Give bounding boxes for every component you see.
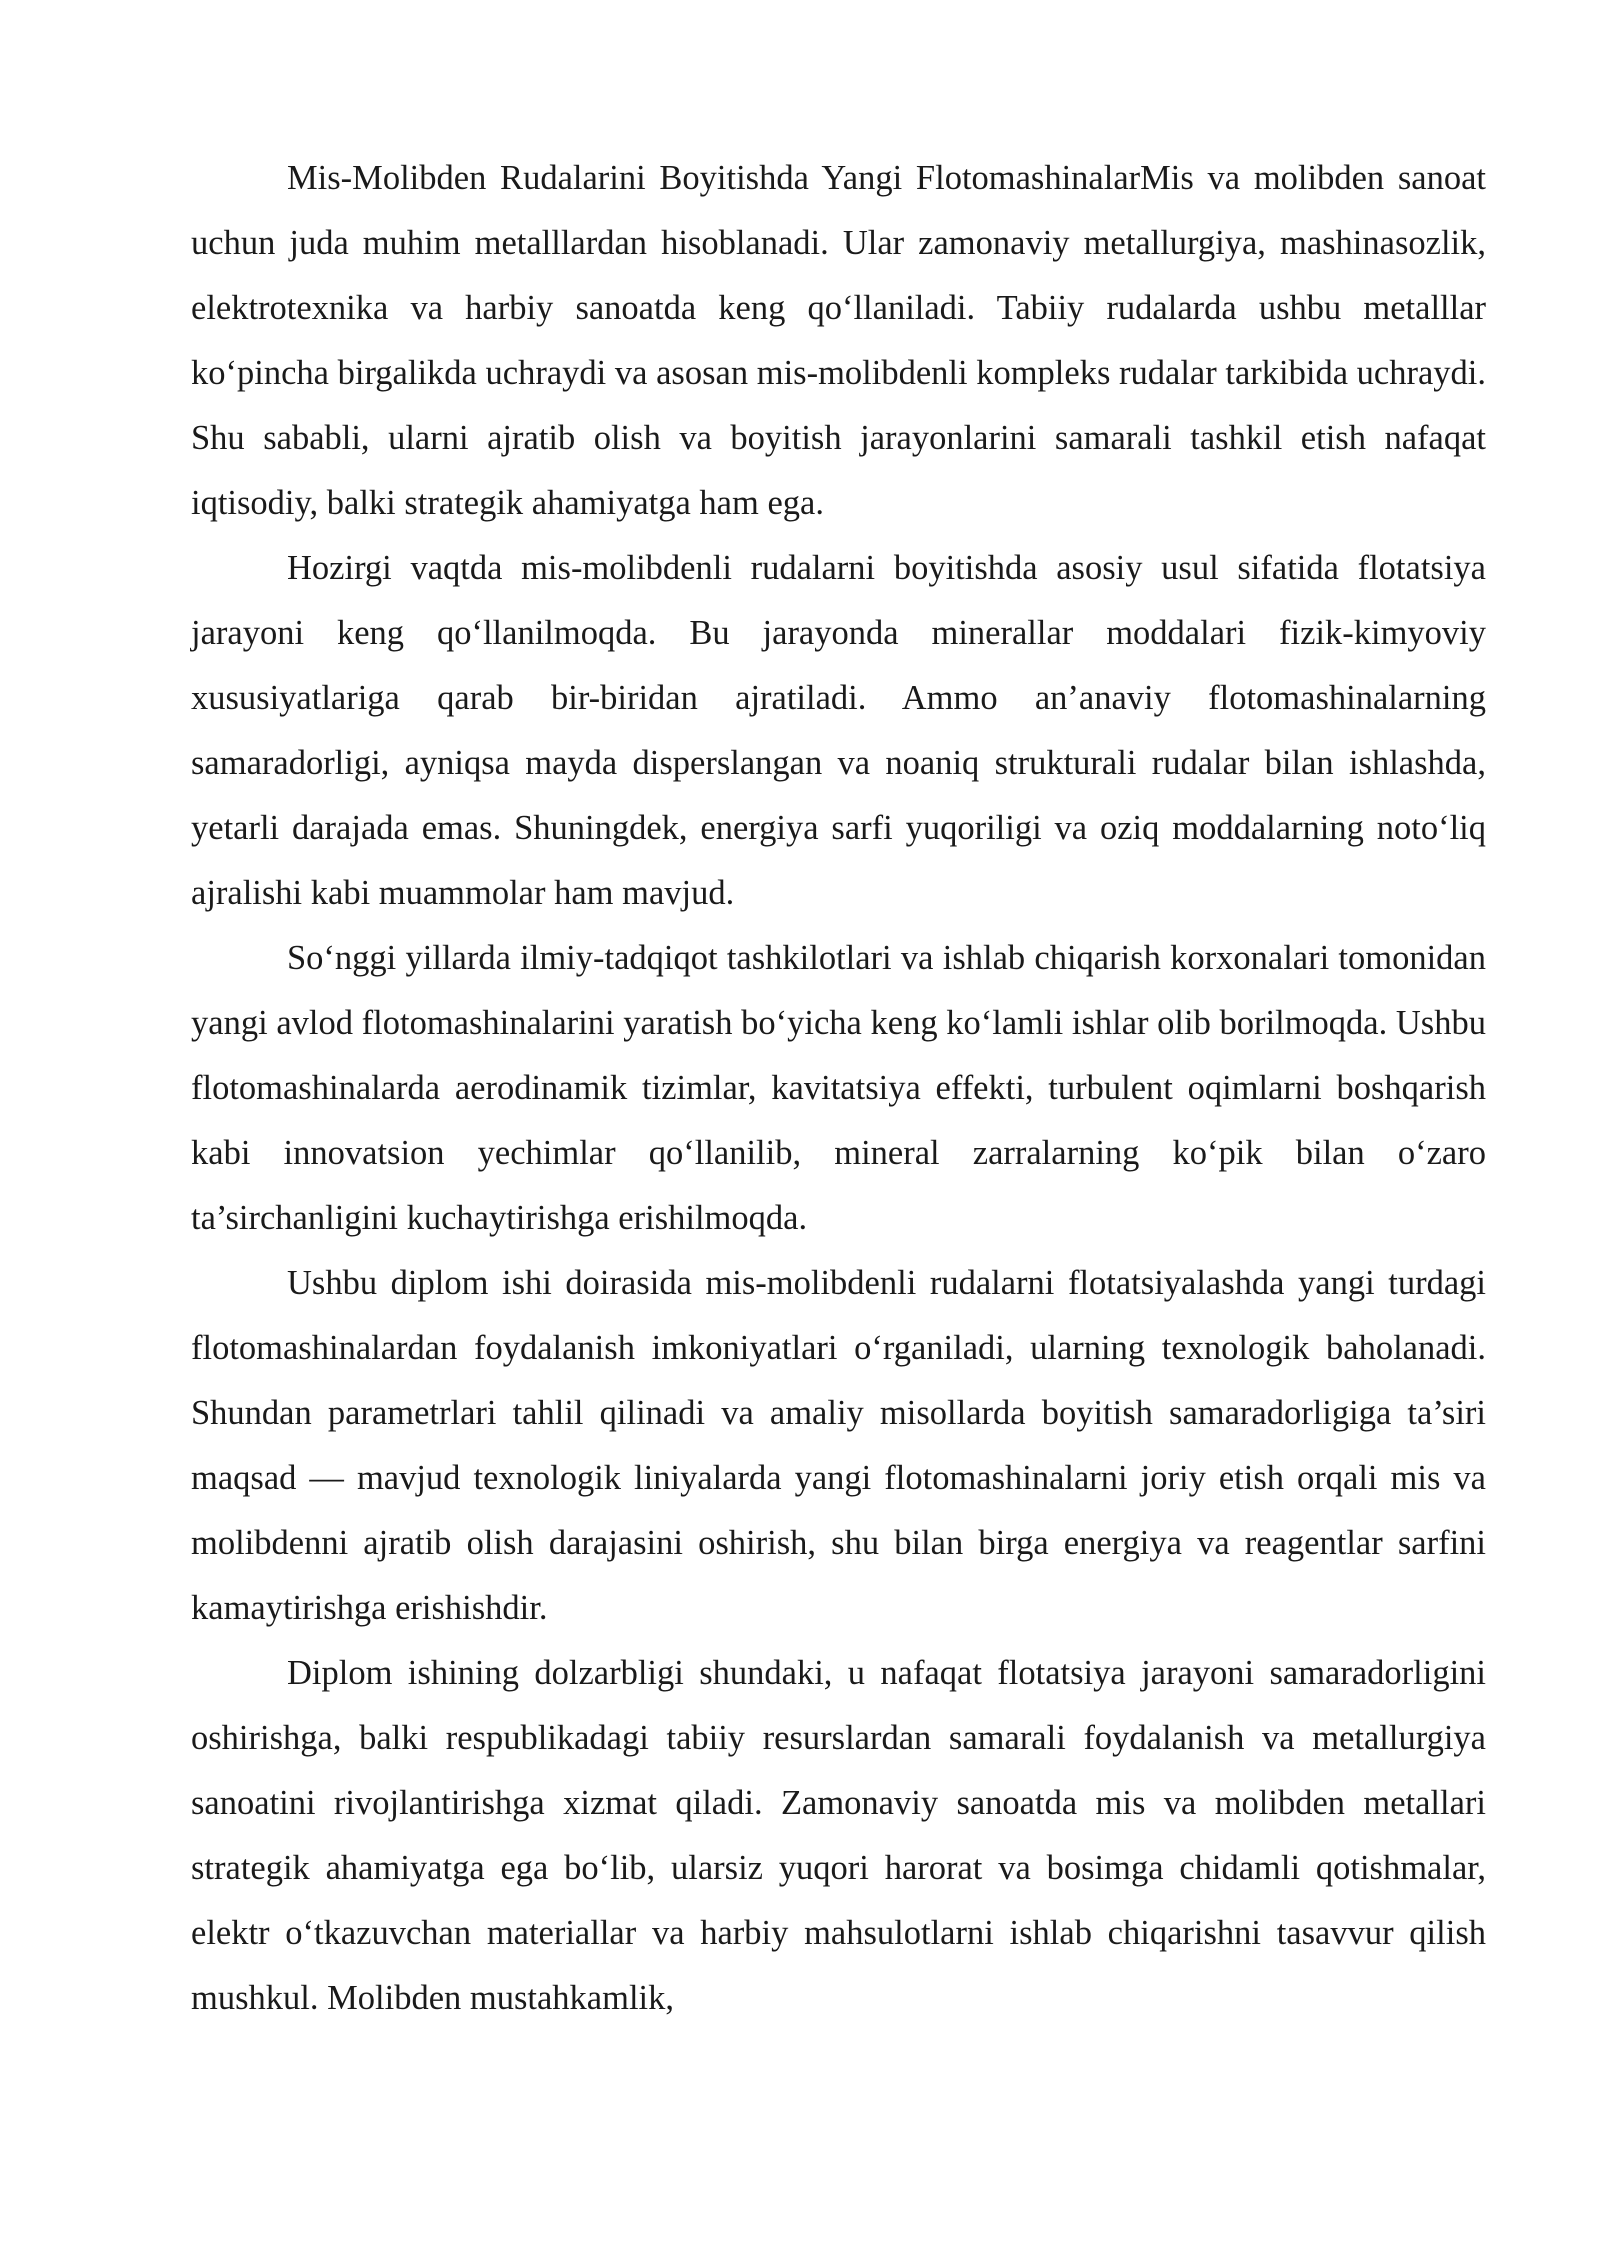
document-body (191, 146, 1486, 2031)
paragraph-current-methods: Hozirgi vaqtda mis-molibdenli rudalarni boyitishda asosiy usul sifatida flotatsiya jarayoni keng qo‘llanilmoqda. Bu jarayonda minerallar moddalari fizik-kimyoviy xususiyatlariga qarab bir-biridan ajratiladi. Ammo an’anaviy flotomashinalarning samaradorligi, ayniqsa mayda disperslangan va noaniq strukturali rudalar bilan ishlashda, yetarli darajada emas. Shuningdek, energiya sarfi yuqoriligi va oziq moddalarning noto‘liq ajralishi kabi muammolar ham mavjud. (191, 549, 1486, 912)
paragraph-relevance: Diplom ishining dolzarbligi shundaki, u nafaqat flotatsiya jarayoni samaradorligini oshirishga, balki respublikadagi tabiiy resurslardan samarali foydalanish va metallurgiya sanoatini rivojlantirishga xizmat qiladi. Zamonaviy sanoatda mis va molibden metallari strategik ahamiyatga ega bo‘lib, ularsiz yuqori harorat va bosimga chidamli qotishmalar, elektr o‘tkazuvchan materiallar va harbiy mahsulotlarni ishlab chiqarishni tasavvur qilish mushkul. Molibden mustahkamlik, (191, 1654, 1486, 2017)
paragraph-introduction: Mis-Molibden Rudalarini Boyitishda Yangi FlotomashinalarMis va molibden sanoat uchun juda muhim metalllardan hisoblanadi. Ular zamonaviy metallurgiya, mashinasozlik, elektrotexnika va harbiy sanoatda keng qo‘llaniladi. Tabiiy rudalarda ushbu metalllar ko‘pincha birgalikda uchraydi va asosan mis-molibdenli kompleks rudalar tarkibida uchraydi. Shu sababli, ularni ajratib olish va boyitish jarayonlarini samarali tashkil etish nafaqat iqtisodiy, balki strategik ahamiyatga ham ega. (191, 159, 1486, 522)
paragraph-thesis-scope: Ushbu diplom ishi doirasida mis-molibdenli rudalarni flotatsiyalashda yangi turdagi flotomashinalardan foydalanish imkoniyatlari o‘rganiladi, ularning texnologik baholanadi. Shundan parametrlari tahlil qilinadi va amaliy misollarda boyitish samaradorligiga ta’siri maqsad — mavjud texnologik liniyalarda yangi flotomashinalarni joriy etish orqali mis va molibdenni ajratib olish darajasini oshirish, shu bilan birga energiya va reagentlar sarfini kamaytirishga erishishdir. (191, 1264, 1486, 1627)
paragraph-new-flotation-machines: So‘nggi yillarda ilmiy-tadqiqot tashkilotlari va ishlab chiqarish korxonalari tomonidan yangi avlod flotomashinalarini yaratish bo‘yicha keng ko‘lamli ishlar olib borilmoqda. Ushbu flotomashinalarda aerodinamik tizimlar, kavitatsiya effekti, turbulent oqimlarni boshqarish kabi innovatsion yechimlar qo‘llanilib, mineral zarralarning ko‘pik bilan o‘zaro ta’sirchanligini kuchaytirishga erishilmoqda. (191, 939, 1486, 1237)
